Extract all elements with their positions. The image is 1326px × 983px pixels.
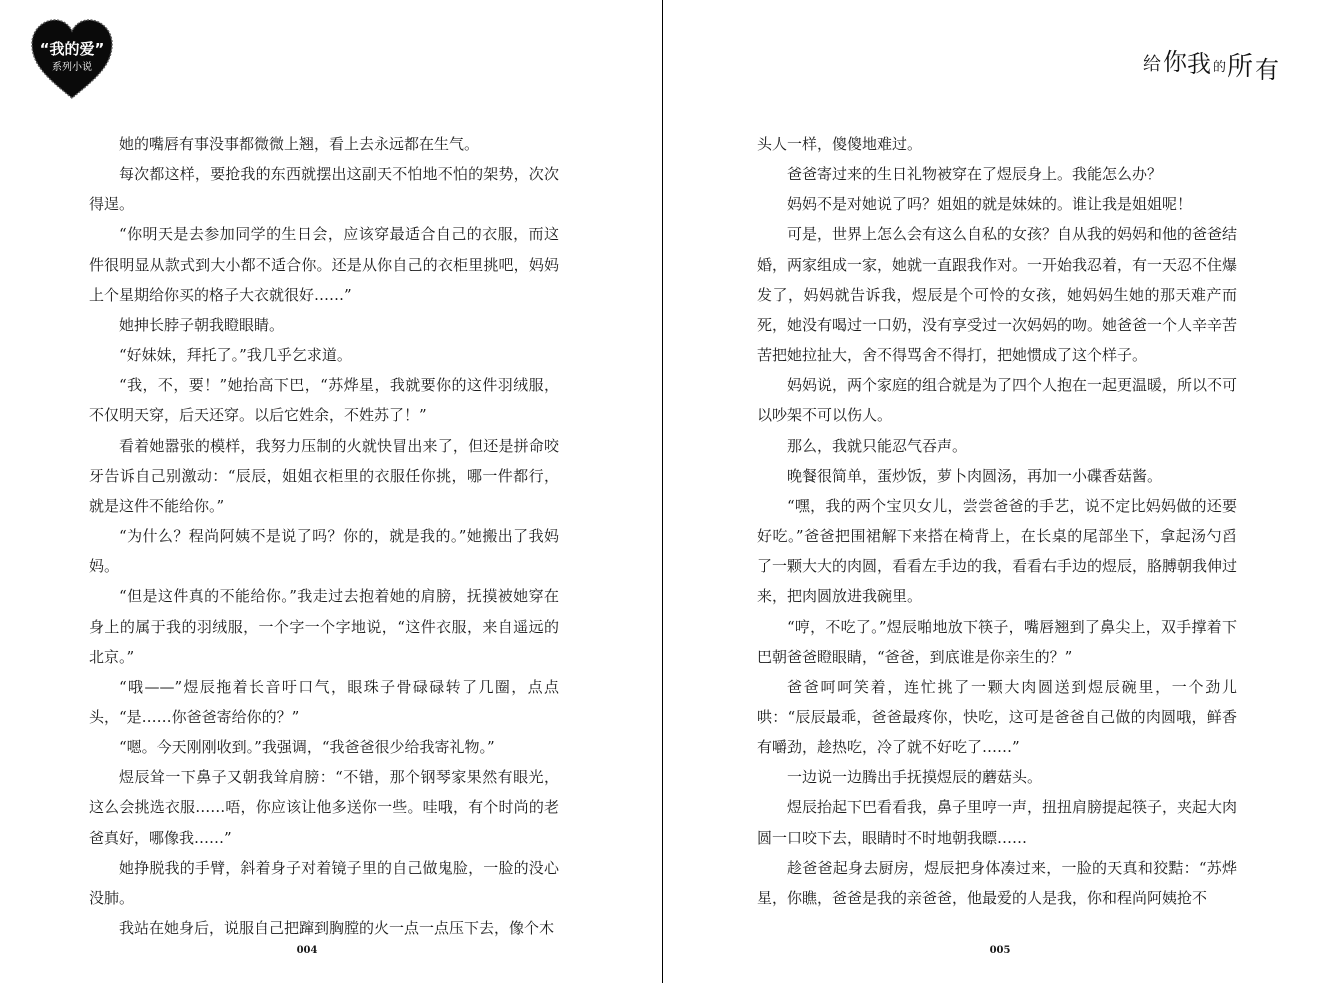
right-page <box>663 0 1326 983</box>
logo-line1: “我的爱” <box>39 40 105 58</box>
paragraph: “嗯。今天刚刚收到。”我强调，“我爸爸很少给我寄礼物。” <box>119 738 495 757</box>
series-title-char: 所 <box>1227 52 1254 82</box>
paragraph: 看着她嚣张的模样，我努力压制的火就快冒出来了，但还是拼命咬牙告诉自己别激动：“辰辰，姐姐衣柜里的衣服任你挑，哪一件都行，就是这件不能给你。” <box>89 436 559 515</box>
series-title-char: 给 <box>1143 54 1161 75</box>
paragraph: 趁爸爸起身去厨房，煜辰把身体凑过来，一脸的天真和狡黠：“苏烨星，你瞧，爸爸是我的亲爸爸，他最爱的人是我，你和程尚阿姨抢不 <box>757 858 1237 907</box>
paragraph: 她抻长脖子朝我瞪眼睛。 <box>119 315 285 334</box>
paragraph: 妈妈说，两个家庭的组合就是为了四个人抱在一起更温暖，所以不可以吵架不可以伤人。 <box>757 376 1238 425</box>
paragraph: 煜辰抬起下巴看看我，鼻子里哼一声，扭扭肩膀提起筷子，夹起大肉圆一口咬下去，眼睛时不时地朝我瞟…… <box>757 798 1238 847</box>
paragraph: 晚餐很简单，蛋炒饭，萝卜肉圆汤，再加一小碟香菇酱。 <box>787 466 1163 485</box>
series-title-char: 有 <box>1255 56 1279 84</box>
right-body-text <box>757 129 1237 913</box>
heart-logo <box>30 18 114 102</box>
page-number-left: 004 <box>296 945 318 956</box>
paragraph: 一边说一边腾出手抚摸煜辰的蘑菇头。 <box>787 768 1043 787</box>
series-title-char: 我 <box>1187 50 1211 78</box>
paragraph: “嘿，我的两个宝贝女儿，尝尝爸爸的手艺，说不定比妈妈做的还要好吃。”爸爸把围裙解下来搭在椅背上，在长桌的尾部坐下，拿起汤勺舀了一颗大大的肉圆，看看左手边的我，看看右手边的煜辰，胳膊朝我伸过来，把肉圆放进我碗里。 <box>757 496 1238 606</box>
logo-line2: 系列小说 <box>52 62 92 73</box>
series-title-char: 你 <box>1163 48 1187 76</box>
paragraph: 煜辰耸一下鼻子又朝我耸肩膀：“不错，那个钢琴家果然有眼光，这么会挑选衣服……唔，你应该让他多送你一些。哇哦，有个时尚的老爸真好，哪像我……” <box>89 768 559 847</box>
page-number-right: 005 <box>989 945 1011 956</box>
paragraph: “我，不，要！”她抬高下巴，“苏烨星，我就要你的这件羽绒服，不仅明天穿，后天还穿。以后它姓余，不姓苏了！” <box>89 376 559 425</box>
paragraph: 她挣脱我的手臂，斜着身子对着镜子里的自己做鬼脸，一脸的没心没肺。 <box>89 858 559 907</box>
paragraph: 那么，我就只能忍气吞声。 <box>787 436 968 455</box>
paragraph: “哼，不吃了。”煜辰啪地放下筷子，嘴唇翘到了鼻尖上，双手撑着下巴朝爸爸瞪眼睛，“爸爸，到底谁是你亲生的？” <box>757 617 1237 666</box>
paragraph: “你明天是去参加同学的生日会，应该穿最适合自己的衣服，而这件很明显从款式到大小都不适合你。还是从你自己的衣柜里挑吧，妈妈上个星期给你买的格子大衣就很好……” <box>89 225 559 304</box>
left-body-text <box>89 129 559 943</box>
series-title-char: 的 <box>1213 60 1227 75</box>
series-title <box>1143 42 1293 94</box>
paragraph: 我站在她身后，说服自己把蹿到胸膛的火一点一点压下去，像个木 <box>119 919 555 938</box>
paragraph: 可是，世界上怎么会有这么自私的女孩？自从我的妈妈和他的爸爸结婚，两家组成一家，她就一直跟我作对。一开始我忍着，有一天忍不住爆发了，妈妈就告诉我，煜辰是个可怜的女孩，她妈妈生她的那天难产而死，她没有喝过一口奶，没有享受过一次妈妈的吻。她爸爸一个人辛辛苦苦把她拉扯大，舍不得骂舍不得打，把她惯成了这个样子。 <box>757 225 1238 365</box>
paragraph: 她的嘴唇有事没事都微微上翘，看上去永远都在生气。 <box>119 135 480 153</box>
paragraph: 妈妈不是对她说了吗？姐姐的就是妹妹的。谁让我是姐姐呢！ <box>787 195 1193 214</box>
paragraph: 爸爸呵呵笑着，连忙挑了一颗大肉圆送到煜辰碗里，一个劲儿哄：“辰辰最乖，爸爸最疼你，快吃，这可是爸爸自己做的肉圆哦，鲜香有嚼劲，趁热吃，冷了就不好吃了……” <box>757 677 1237 757</box>
paragraph: 每次都这样，要抢我的东西就摆出这副天不怕地不怕的架势，次次得逞。 <box>89 165 559 214</box>
paragraph: “哦——”煜辰拖着长音吁口气，眼珠子骨碌碌转了几圈，点点头，“是……你爸爸寄给你的？” <box>89 677 559 726</box>
paragraph: 头人一样，傻傻地难过。 <box>757 135 923 153</box>
paragraph: “好妹妹，拜托了。”我几乎乞求道。 <box>119 346 352 365</box>
paragraph: “为什么？程尚阿姨不是说了吗？你的，就是我的。”她搬出了我妈妈。 <box>89 527 559 576</box>
paragraph: “但是这件真的不能给你。”我走过去抱着她的肩膀，抚摸被她穿在身上的属于我的羽绒服，一个字一个字地说，“这件衣服，来自遥远的北京。” <box>89 587 559 666</box>
paragraph: 爸爸寄过来的生日礼物被穿在了煜辰身上。我能怎么办？ <box>787 165 1163 184</box>
